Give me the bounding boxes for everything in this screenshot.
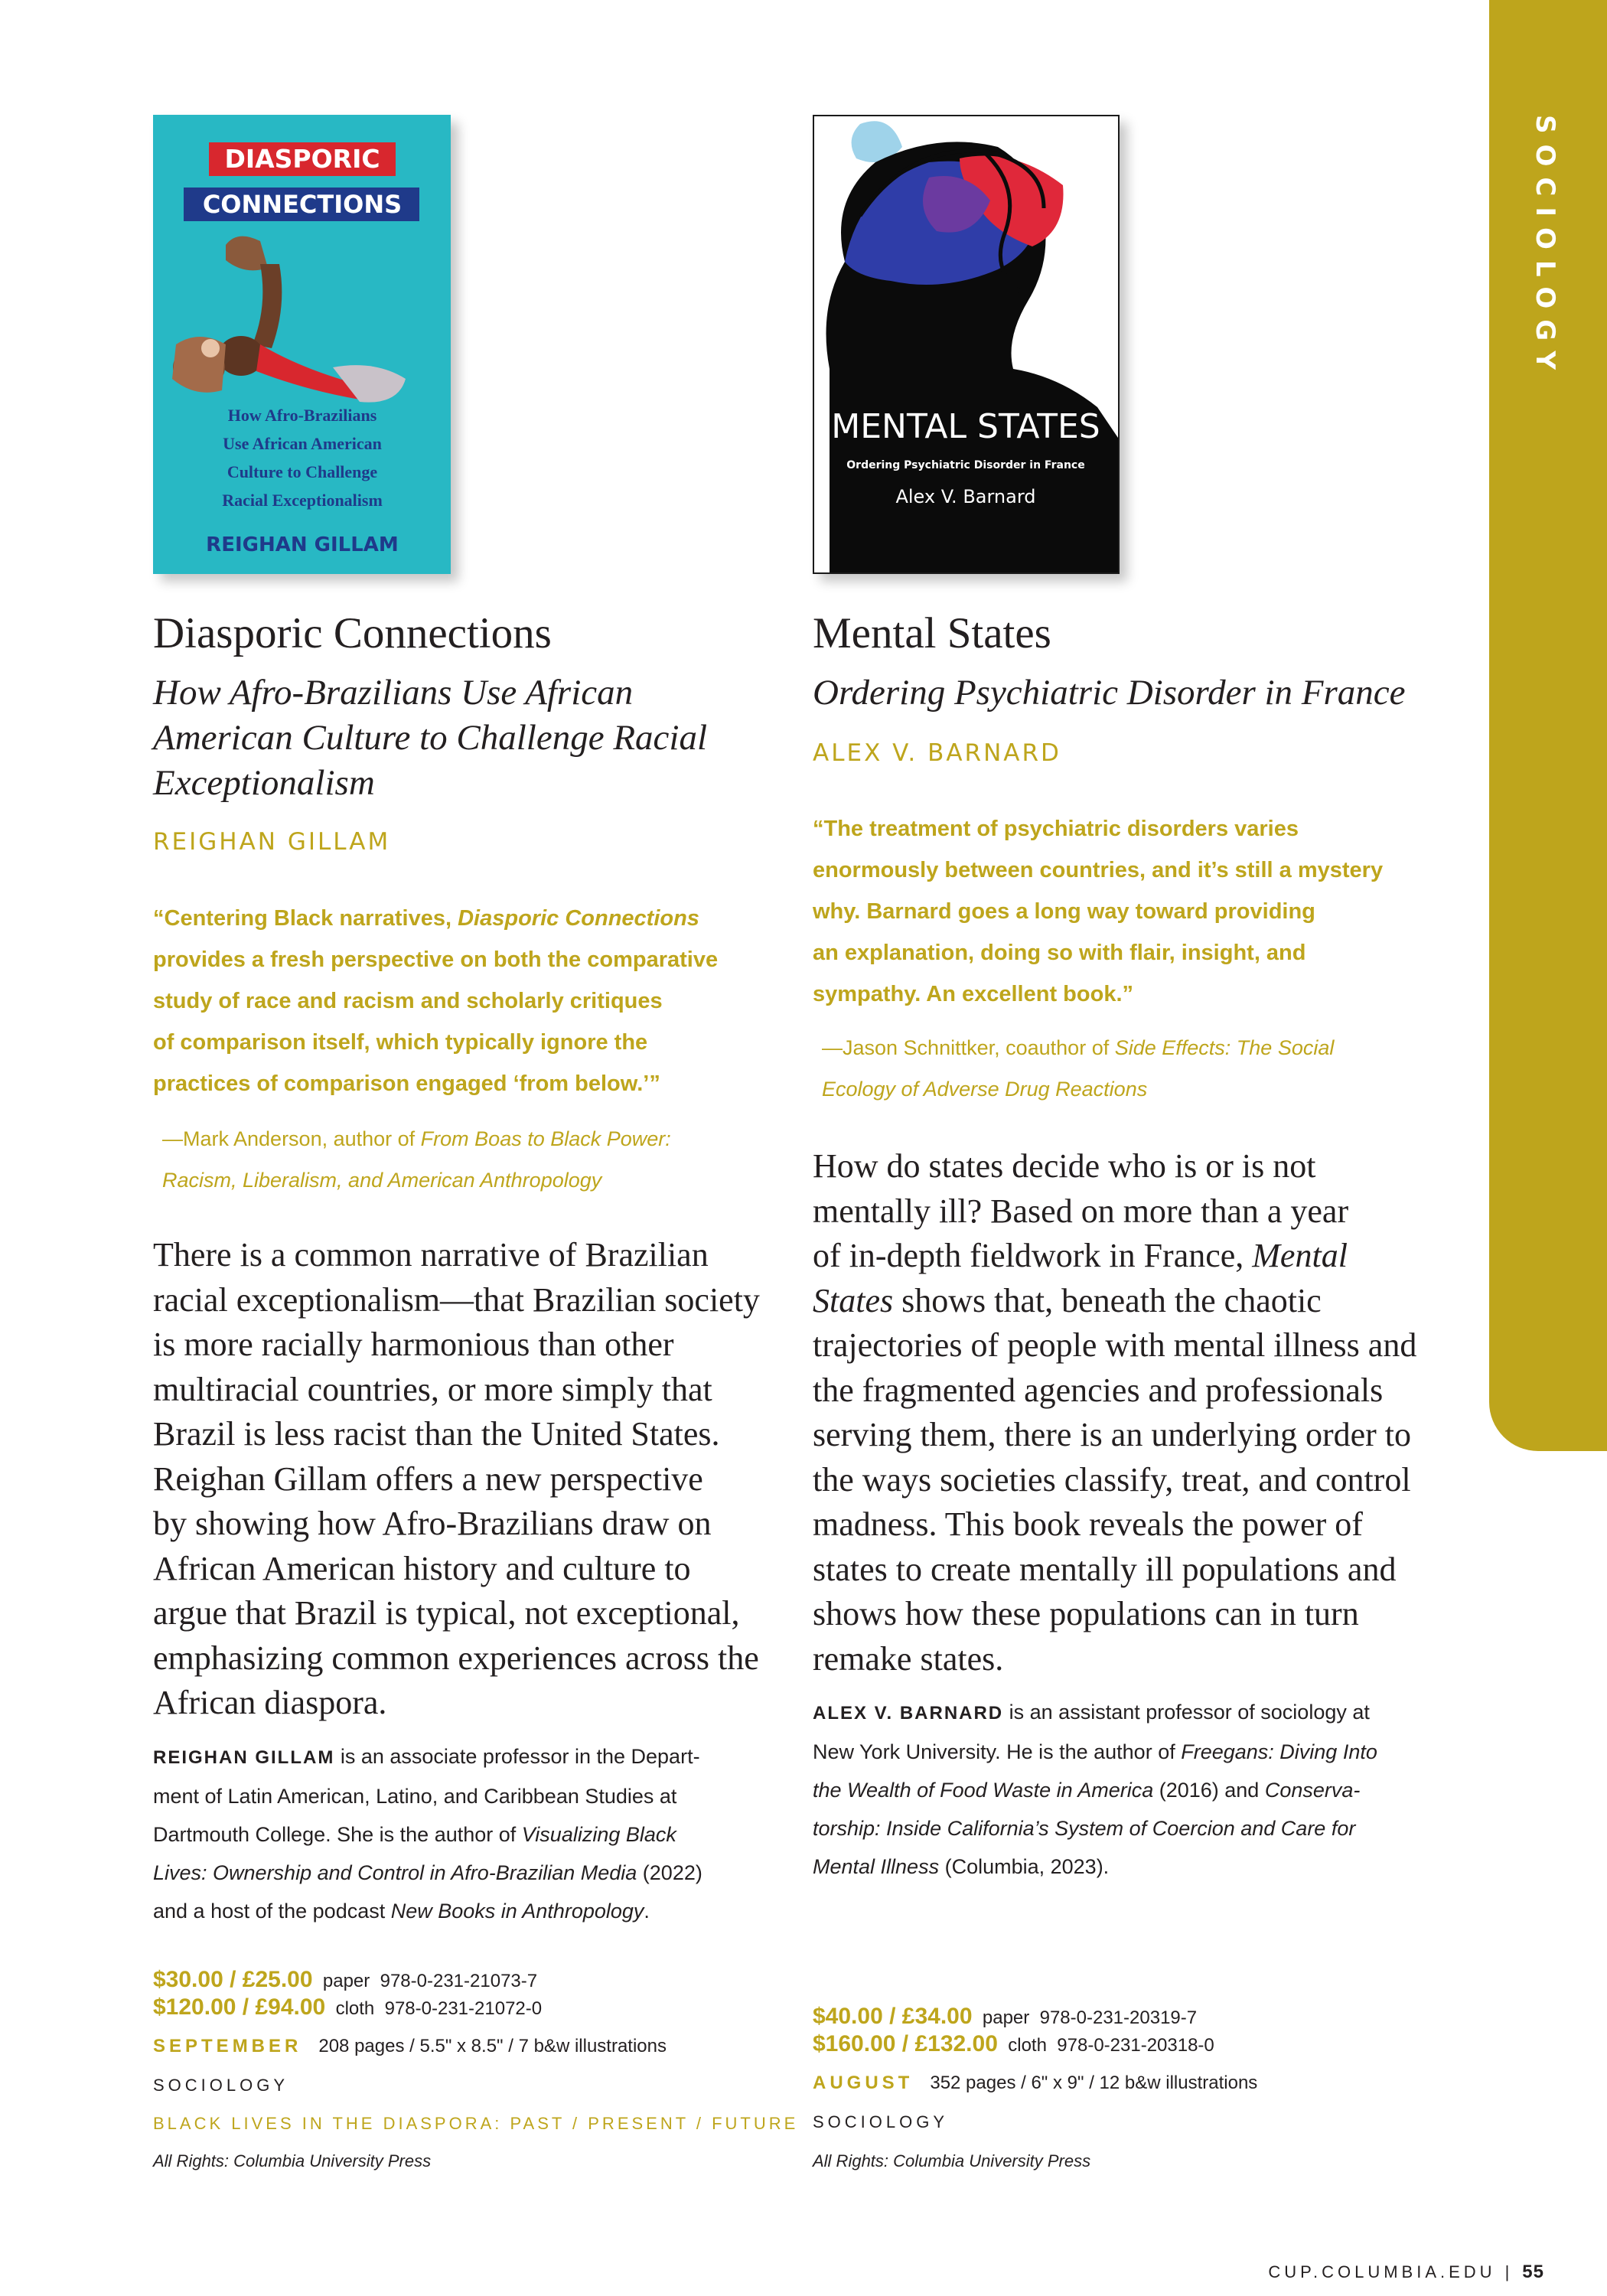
bio-line: torship: Inside California’s System of Coercion and Care for xyxy=(813,1817,1356,1840)
book-title: Diasporic Connections xyxy=(153,609,552,657)
quote-line: sympathy. An excellent book.” xyxy=(813,982,1133,1006)
description-line: states to create mentally ill populations and xyxy=(813,1550,1397,1588)
description-line: by showing how Afro-Brazilians draw on xyxy=(153,1505,712,1542)
price-row-cloth: $120.00 / £94.00 cloth 978-0-231-21072-0 xyxy=(153,1994,543,2020)
attribution-line: —Jason Schnittker, coauthor of Side Effects: The Social xyxy=(822,1036,1335,1059)
endorsement-quote xyxy=(813,808,1383,1015)
description-line: is more racially harmonious than other xyxy=(153,1326,674,1363)
description-line: States shows that, beneath the chaotic xyxy=(813,1281,1322,1319)
quote-book-title: Diasporic Connections xyxy=(458,906,699,931)
bio-line: the Wealth of Food Waste in America (2016) and Conserva- xyxy=(813,1779,1361,1802)
description-line: remake states. xyxy=(813,1639,1004,1678)
section-tab-label: SOCIOLOGY xyxy=(1530,115,1560,381)
book-subtitle-line: American Culture to Challenge Racial xyxy=(153,718,708,758)
quote-line: why. Barnard goes a long way toward providing xyxy=(813,899,1315,924)
quote-line: an explanation, doing so with flair, insight, and xyxy=(813,941,1306,965)
attribution-line: —Mark Anderson, author of From Boas to Black Power: xyxy=(162,1127,671,1150)
cover-banner-line2: CONNECTIONS xyxy=(202,190,403,219)
cover-subtitle-line2: Use African American xyxy=(223,434,382,453)
subject-category: SOCIOLOGY xyxy=(153,2076,289,2095)
description-line: the fragmented agencies and professionals xyxy=(813,1371,1384,1409)
book-subtitle-line: How Afro-Brazilians Use African xyxy=(153,673,634,713)
book-subtitle-line: Ordering Psychiatric Disorder in France xyxy=(813,673,1406,713)
description-line: multiracial countries, or more simply that xyxy=(153,1370,712,1408)
price-row-cloth: $160.00 / £132.00 cloth 978-0-231-20318-0 xyxy=(813,2031,1214,2056)
quote-line: study of race and racism and scholarly critiques xyxy=(153,989,663,1013)
bio-line: Dartmouth College. She is the author of Visualizing Black xyxy=(153,1823,676,1846)
bio-line: ment of Latin American, Latino, and Caribbean Studies at xyxy=(153,1785,677,1808)
publication-month: SEPTEMBER xyxy=(153,2036,302,2056)
book-specs: 208 pages / 5.5" x 8.5" / 7 b&w illustrations xyxy=(318,2036,667,2056)
book-description xyxy=(153,1233,760,1726)
cover-subtitle: Ordering Psychiatric Disorder in France xyxy=(846,459,1085,471)
quote-line: “Centering Black narratives, Diasporic Connections xyxy=(153,906,699,931)
book-subtitle xyxy=(153,670,707,806)
book-description xyxy=(813,1144,1416,1681)
bio-line: New York University. He is the author of Freegans: Diving Into xyxy=(813,1740,1377,1763)
description-line: trajectories of people with mental illness and xyxy=(813,1326,1417,1364)
cover-subtitle-line4: Racial Exceptionalism xyxy=(222,491,383,510)
bio-line: Lives: Ownership and Control in Afro-Brazilian Media (2022) xyxy=(153,1861,702,1884)
page-number: 55 xyxy=(1522,2262,1544,2282)
description-line: madness. This book reveals the power of xyxy=(813,1505,1363,1543)
description-line: How do states decide who is or is not xyxy=(813,1147,1316,1185)
quote-line: “The treatment of psychiatric disorders varies xyxy=(813,817,1299,841)
description-line: mentally ill? Based on more than a year xyxy=(813,1192,1349,1230)
endorsement-quote xyxy=(153,898,718,1104)
footer-url[interactable]: CUP.COLUMBIA.EDU xyxy=(1268,2262,1496,2281)
rights-statement: All Rights: Columbia University Press xyxy=(813,2151,1091,2170)
attribution-line: Racism, Liberalism, and American Anthropology xyxy=(162,1169,602,1192)
description-line: the ways societies classify, treat, and control xyxy=(813,1460,1411,1499)
book-subtitle xyxy=(813,670,1406,716)
book-cover-diasporic-connections[interactable] xyxy=(153,115,451,574)
description-line: African diaspora. xyxy=(153,1684,387,1721)
description-line: racial exceptionalism—that Brazilian society xyxy=(153,1280,760,1319)
price-row-paper: $40.00 / £34.00 paper 978-0-231-20319-7 xyxy=(813,2004,1198,2029)
bio-line: and a host of the podcast New Books in Anthropology. xyxy=(153,1900,650,1923)
rights-statement: All Rights: Columbia University Press xyxy=(153,2151,432,2170)
publication-month: AUGUST xyxy=(813,2073,914,2093)
quote-line: provides a fresh perspective on both the comparative xyxy=(153,947,719,972)
description-line: African American history and culture to xyxy=(153,1549,691,1587)
description-line: There is a common narrative of Brazilian xyxy=(153,1236,709,1274)
description-line: emphasizing common experiences across the xyxy=(153,1639,759,1677)
cover-banner-line1: DIASPORIC xyxy=(224,144,380,174)
description-line: argue that Brazil is typical, not exceptional, xyxy=(153,1594,740,1632)
cover-art xyxy=(814,116,1118,572)
book-author: ALEX V. BARNARD xyxy=(813,739,1061,767)
quote-line: of comparison itself, which typically ignore the xyxy=(153,1030,648,1055)
quote-line: enormously between countries, and it’s still a mystery xyxy=(813,858,1384,882)
author-bio xyxy=(813,1693,1377,1886)
subject-category: SOCIOLOGY xyxy=(813,2112,949,2131)
publication-details xyxy=(153,2036,667,2057)
bio-line: REIGHAN GILLAM is an associate professor in the Depart- xyxy=(153,1745,700,1768)
attribution-line: Ecology of Adverse Drug Reactions xyxy=(822,1078,1148,1101)
description-line: Reighan Gillam offers a new perspective xyxy=(153,1459,703,1498)
bio-line: ALEX V. BARNARD is an assistant professor of sociology at xyxy=(813,1701,1370,1724)
bio-line: Mental Illness (Columbia, 2023). xyxy=(813,1855,1110,1878)
cover-title: MENTAL STATES xyxy=(831,407,1100,446)
publication-details xyxy=(813,2073,1257,2094)
description-line: Brazil is less racist than the United States. xyxy=(153,1415,720,1453)
cover-subtitle-line3: Culture to Challenge xyxy=(227,462,378,481)
quote-attribution xyxy=(162,1118,671,1201)
description-line: shows how these populations can in turn xyxy=(813,1595,1359,1632)
book-subtitle-line: Exceptionalism xyxy=(153,763,375,803)
footer-separator: | xyxy=(1504,2262,1514,2281)
book-series: BLACK LIVES IN THE DIASPORA: PAST / PRESENT / FUTURE xyxy=(153,2114,799,2133)
page-footer xyxy=(1268,2262,1544,2283)
cover-author: REIGHAN GILLAM xyxy=(206,533,399,556)
cover-art xyxy=(153,115,451,574)
book-title: Mental States xyxy=(813,609,1051,657)
description-line: serving them, there is an underlying order to xyxy=(813,1416,1412,1453)
quote-attribution xyxy=(822,1027,1334,1110)
book-specs: 352 pages / 6" x 9" / 12 b&w illustrations xyxy=(930,2073,1258,2093)
description-line: of in-depth fieldwork in France, Mental xyxy=(813,1237,1348,1274)
cover-author: Alex V. Barnard xyxy=(895,486,1036,507)
book-cover-mental-states[interactable] xyxy=(813,115,1120,574)
cover-subtitle-line1: How Afro-Brazilians xyxy=(227,406,377,425)
book-author: REIGHAN GILLAM xyxy=(153,828,391,856)
price-row-paper: $30.00 / £25.00 paper 978-0-231-21073-7 xyxy=(153,1967,538,1992)
author-bio xyxy=(153,1737,702,1930)
quote-line: practices of comparison engaged ‘from below.’” xyxy=(153,1071,660,1096)
